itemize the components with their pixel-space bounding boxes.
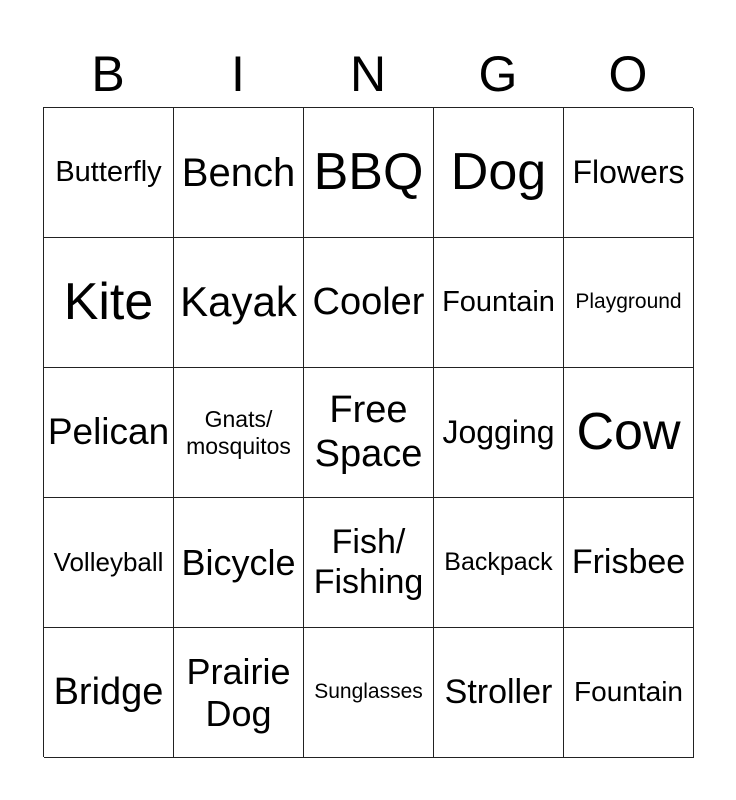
bingo-cell-label: Bicycle: [181, 541, 296, 583]
bingo-cell-r4-c3[interactable]: [304, 498, 434, 628]
bingo-cell-r1-c4[interactable]: [434, 108, 564, 238]
bingo-header: [43, 42, 693, 106]
bingo-cell-r3-c4[interactable]: [434, 368, 564, 498]
bingo-cell-label: Bench: [181, 150, 296, 195]
bingo-cell-r3-c5[interactable]: [564, 368, 694, 498]
bingo-cell-r4-c2[interactable]: [174, 498, 304, 628]
bingo-cell-r2-c2[interactable]: [174, 238, 304, 368]
header-letter-i: I: [231, 46, 245, 102]
bingo-cell-r4-c5[interactable]: [564, 498, 694, 628]
bingo-cell-label: Jogging: [442, 414, 555, 451]
bingo-cell-label: Backpack: [444, 548, 553, 577]
header-letter-b: B: [91, 46, 125, 102]
bingo-cell-r3-c2[interactable]: [174, 368, 304, 498]
bingo-cell-r1-c5[interactable]: [564, 108, 694, 238]
bingo-cell-r4-c1[interactable]: [44, 498, 174, 628]
bingo-cell-r2-c4[interactable]: [434, 238, 564, 368]
bingo-cell-label: Prairie Dog: [186, 651, 291, 734]
bingo-cell-r3-c3[interactable]: [304, 368, 434, 498]
bingo-cell-r1-c3[interactable]: [304, 108, 434, 238]
bingo-cell-label: Free Space: [314, 388, 423, 475]
header-letter-g: G: [478, 46, 518, 102]
bingo-cell-label: Kite: [63, 272, 154, 331]
bingo-cell-r5-c3[interactable]: [304, 628, 434, 758]
bingo-cell-label: Dog: [450, 142, 547, 201]
bingo-cell-label: Flowers: [572, 154, 685, 191]
bingo-cell-label: Pelican: [47, 411, 170, 453]
bingo-cell-r5-c5[interactable]: [564, 628, 694, 758]
bingo-cell-r2-c3[interactable]: [304, 238, 434, 368]
bingo-cell-r3-c1[interactable]: [44, 368, 174, 498]
bingo-cell-label: Gnats/ mosquitos: [186, 406, 291, 459]
bingo-cell-label: Playground: [575, 290, 682, 314]
bingo-cell-r1-c2[interactable]: [174, 108, 304, 238]
bingo-cell-label: Butterfly: [55, 155, 162, 188]
bingo-cell-label: BBQ: [313, 142, 424, 201]
bingo-cell-label: Frisbee: [571, 542, 686, 581]
bingo-cell-label: Sunglasses: [314, 680, 423, 704]
bingo-cell-r1-c1[interactable]: [44, 108, 174, 238]
bingo-cell-r4-c4[interactable]: [434, 498, 564, 628]
bingo-cell-r2-c5[interactable]: [564, 238, 694, 368]
header-letter-n: N: [349, 46, 387, 102]
bingo-cell-label: Fountain: [442, 285, 555, 318]
bingo-cell-label: Cooler: [312, 280, 425, 323]
bingo-cell-r2-c1[interactable]: [44, 238, 174, 368]
bingo-cell-label: Fish/ Fishing: [313, 523, 424, 601]
header-letter-o: O: [608, 46, 648, 102]
bingo-cell-r5-c2[interactable]: [174, 628, 304, 758]
bingo-cell-label: Fountain: [574, 676, 683, 708]
bingo-cell-label: Cow: [576, 402, 681, 461]
bingo-cell-label: Volleyball: [53, 546, 164, 577]
bingo-board: [43, 107, 693, 757]
bingo-cell-label: Bridge: [53, 670, 164, 713]
bingo-cell-r5-c1[interactable]: [44, 628, 174, 758]
bingo-cell-r5-c4[interactable]: [434, 628, 564, 758]
bingo-cell-label: Stroller: [444, 672, 553, 711]
bingo-cell-label: Kayak: [180, 278, 297, 326]
